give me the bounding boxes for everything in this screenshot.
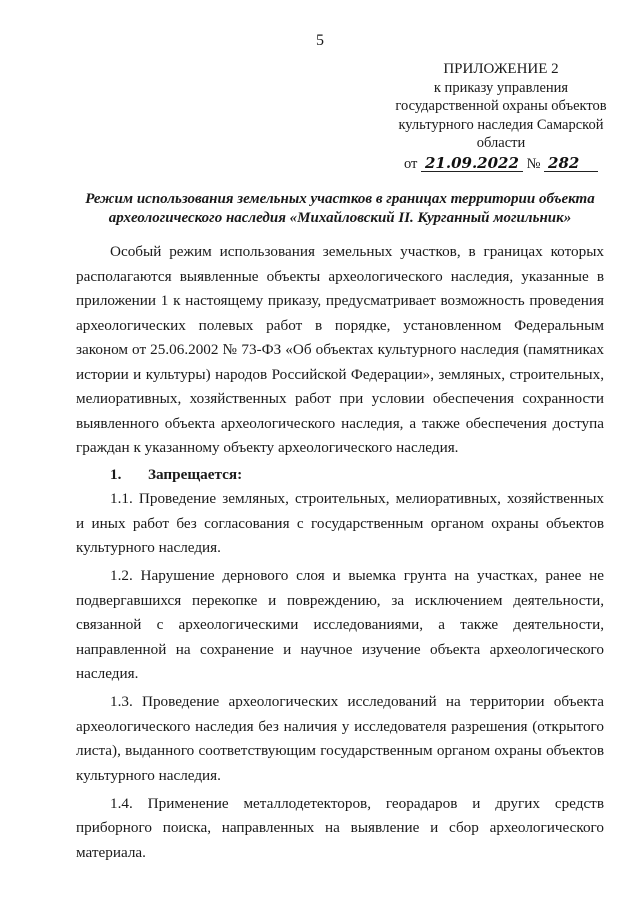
appendix-block xyxy=(388,60,614,173)
list-item: 1.3. Проведение археологических исследований на территории объекта археологического наследия без наличия у исследователя разрешения (открытого листа), выданного соответствующим государственным органом охраны объектов культурного наследия. xyxy=(76,693,604,784)
section-title: Запрещается: xyxy=(148,465,243,483)
appendix-line: к приказу управления xyxy=(433,79,569,96)
intro-paragraph: Особый режим использования земельных участков, в границах которых располагаются выявленные объекты археологического наследия, указанные в приложении 1 к настоящему приказу, предусматривает возможность проведения археологических полевых работ в порядке, установленном Федеральным законом от 25.06.2002 № 73-ФЗ «Об объектах культурного наследия (памятниках истории и культуры) народов Российской Федерации», земляных, строительных, мелиоративных, хозяйственных работ при условии обеспечения сохранности выявленного объекта археологического наследия, а также обеспечения доступа граждан к указанному объекту археологического наследия. xyxy=(76,243,604,456)
section-heading xyxy=(76,463,604,488)
page-number: 5 xyxy=(316,32,324,49)
appendix-heading: ПРИЛОЖЕНИЕ 2 xyxy=(443,61,559,77)
document-body xyxy=(76,240,604,865)
number-label: № xyxy=(526,155,541,172)
appendix-line: государственной охраны объектов xyxy=(395,98,607,114)
document-title: Режим использования земельных участков в границах территории объекта археологического наследия «Михайловский II. Курганный могильник» xyxy=(85,191,595,226)
list-item: 1.4. Применение металлодетекторов, георадаров и других средств приборного поиска, направленных на выявление и сбор археологического материала. xyxy=(76,794,604,861)
order-date-number-line xyxy=(388,155,614,174)
list-item: 1.2. Нарушение дернового слоя и выемка грунта на участках, ранее не подвергавшихся перекопке и повреждению, за исключением деятельности, связанной с археологическими исследованиями, а также деятельности, направленной на сохранение и научное изучение объекта археологического наследия. xyxy=(76,567,604,682)
appendix-line: области xyxy=(476,135,526,151)
handwritten-number: 282 xyxy=(544,156,598,172)
list-item: 1.1. Проведение земляных, строительных, мелиоративных, хозяйственных и иных работ без согласования с государственным органом охраны объектов культурного наследия. xyxy=(76,490,604,556)
handwritten-date: 21.09.2022 xyxy=(421,156,523,172)
from-label: от xyxy=(403,155,418,172)
section-number: 1. xyxy=(110,465,122,483)
appendix-line: культурного наследия Самарской xyxy=(398,116,604,133)
